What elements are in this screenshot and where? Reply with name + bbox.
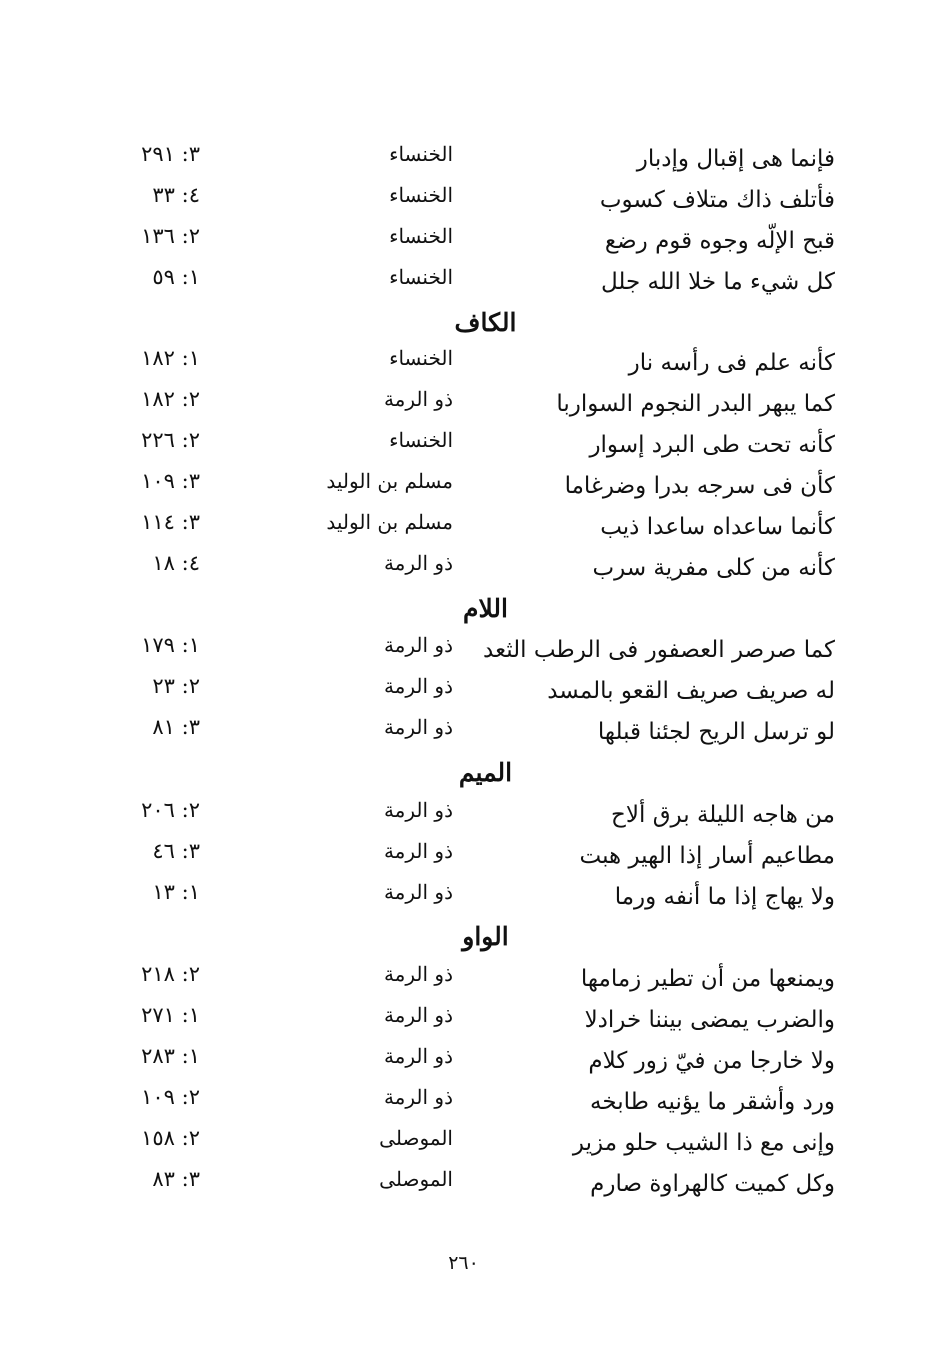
poet-name: الخنساء	[389, 428, 453, 452]
verse-text: مطاعيم أسار إذا الهير هبت	[579, 843, 835, 869]
poet-name: ذو الرمة	[383, 839, 453, 863]
verse-text: كأنه من كلى مفرية سرب	[592, 555, 835, 581]
index-entry	[0, 142, 927, 182]
verse-text: فإنما هى إقبال وإدبار	[636, 146, 835, 172]
index-entry	[0, 387, 927, 427]
page-reference: ٢: ١٨٢	[141, 387, 200, 411]
verse-text: وإنى مع ذا الشيب حلو مزير	[572, 1130, 835, 1156]
poet-name: ذو الرمة	[383, 551, 453, 575]
page-reference: ٤: ١٨	[152, 551, 200, 575]
page-number: ٢٦٠	[448, 1252, 479, 1274]
index-entry	[0, 224, 927, 264]
page-reference: ٢: ١٠٩	[141, 1085, 200, 1109]
verse-text: له صريف صريف القعو بالمسد	[547, 678, 835, 704]
page-reference: ١: ١٨٢	[141, 346, 200, 370]
verse-text: قبح الإلّه وجوه قوم رضع	[604, 228, 835, 254]
verse-text: وكل كميت كالهراوة صارم	[590, 1171, 835, 1197]
poet-name: الخنساء	[389, 265, 453, 289]
verse-text: كأنه علم فى رأسه نار	[628, 350, 835, 376]
page-reference: ١: ١٧٩	[141, 633, 200, 657]
verse-text: كما يبهر البدر النجوم السواربا	[556, 391, 835, 417]
page-reference: ٢: ٢٢٦	[141, 428, 200, 452]
verse-text: كل شيء ما خلا الله جلل	[600, 269, 835, 295]
page-reference: ٢: ٢١٨	[141, 962, 200, 986]
poet-name: ذو الرمة	[383, 1085, 453, 1109]
verse-text: كما صرصر العصفور فى الرطب الثعد	[483, 637, 835, 663]
poet-name: ذو الرمة	[383, 798, 453, 822]
verse-text: كأن فى سرجه بدرا وضرغاما	[564, 473, 835, 499]
verse-text: ويمنعها من أن تطير زمامها	[580, 966, 835, 992]
page-reference: ١: ٥٩	[152, 265, 200, 289]
poet-name: مسلم بن الوليد	[326, 469, 453, 493]
poet-name: الخنساء	[389, 183, 453, 207]
verse-text: كأنما ساعداه ساعدا ذيب	[600, 514, 835, 540]
index-entry	[0, 510, 927, 550]
verse-text: والضرب يمضى بيننا خرادلا	[584, 1007, 835, 1033]
page-reference: ١: ٢٨٣	[141, 1044, 200, 1068]
poet-name: ذو الرمة	[383, 633, 453, 657]
index-entry	[0, 183, 927, 223]
poet-name: الخنساء	[389, 224, 453, 248]
page-reference: ٢: ١٣٦	[141, 224, 200, 248]
index-entry	[0, 1167, 927, 1207]
section-heading-text: الكاف	[454, 308, 517, 337]
page-reference: ٣: ٤٦	[152, 839, 200, 863]
index-entry	[0, 1126, 927, 1166]
page-reference: ٢: ١٥٨	[141, 1126, 200, 1150]
poet-name: ذو الرمة	[383, 1044, 453, 1068]
section-heading	[0, 308, 927, 344]
section-heading	[0, 758, 927, 794]
page-reference: ٤: ٣٣	[152, 183, 200, 207]
poet-name: الموصلى	[379, 1126, 453, 1150]
section-heading-text: الواو	[462, 922, 509, 951]
index-entry	[0, 346, 927, 386]
verse-text: كأنه تحت طى البرد إسوار	[589, 432, 835, 458]
index-entry	[0, 469, 927, 509]
index-entry	[0, 1085, 927, 1125]
verse-text: ورد وأشقر ما يؤنيه طابخه	[590, 1089, 835, 1115]
poet-name: الخنساء	[389, 142, 453, 166]
verse-text: لو ترسل الريح لجئنا قبلها	[597, 719, 835, 745]
page-reference: ٣: ٢٩١	[141, 142, 200, 166]
index-entry	[0, 962, 927, 1002]
index-entry	[0, 839, 927, 879]
verse-text: فأتلف ذاك متلاف كسوب	[599, 187, 835, 213]
section-heading-text: الميم	[458, 758, 513, 787]
index-entry	[0, 880, 927, 920]
page-reference: ٣: ١٠٩	[141, 469, 200, 493]
poet-name: ذو الرمة	[383, 715, 453, 739]
poet-name: ذو الرمة	[383, 880, 453, 904]
index-entry	[0, 1003, 927, 1043]
index-entry	[0, 551, 927, 591]
poet-name: الخنساء	[389, 346, 453, 370]
index-entry	[0, 428, 927, 468]
poet-name: ذو الرمة	[383, 674, 453, 698]
verse-text: من هاجه الليلة برق ألاح	[611, 802, 835, 828]
page-reference: ٣: ٨١	[152, 715, 200, 739]
poet-name: ذو الرمة	[383, 962, 453, 986]
page-reference: ٣: ١١٤	[141, 510, 200, 534]
verse-text: ولا يهاج إذا ما أنفه ورما	[614, 884, 835, 910]
index-entry	[0, 715, 927, 755]
index-entry	[0, 674, 927, 714]
section-heading-text: اللام	[463, 594, 508, 623]
section-heading	[0, 594, 927, 630]
poet-name: مسلم بن الوليد	[326, 510, 453, 534]
page-reference: ٢: ٢٣	[152, 674, 200, 698]
index-entry	[0, 633, 927, 673]
poet-name: ذو الرمة	[383, 1003, 453, 1027]
poet-name: الموصلى	[379, 1167, 453, 1191]
page-reference: ٢: ٢٠٦	[141, 798, 200, 822]
index-entry	[0, 265, 927, 305]
page-reference: ١: ١٣	[152, 880, 200, 904]
verse-text: ولا خارجا من فيّ زور كلام	[588, 1048, 835, 1074]
page-reference: ١: ٢٧١	[141, 1003, 200, 1027]
index-entry	[0, 798, 927, 838]
page-reference: ٣: ٨٣	[152, 1167, 200, 1191]
index-entry	[0, 1044, 927, 1084]
section-heading	[0, 922, 927, 958]
poet-name: ذو الرمة	[383, 387, 453, 411]
